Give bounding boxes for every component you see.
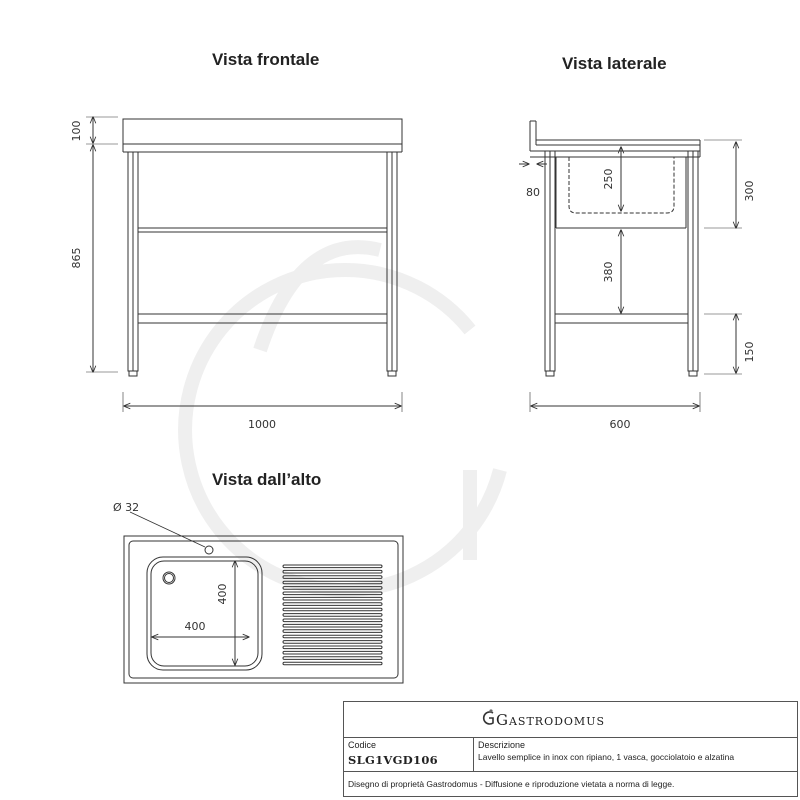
codice-label: Codice: [348, 740, 377, 750]
side-view: [519, 121, 742, 412]
dim-top-hole-diameter: Ø 32: [113, 501, 140, 514]
dim-side-basin-depth: 250: [602, 168, 615, 190]
drainboard-groove: [283, 603, 382, 606]
drainboard-groove: [283, 641, 382, 644]
dim-side-upper-height: 300: [743, 180, 756, 202]
title-block-footer: [344, 772, 797, 796]
dim-side-backsplash: 80: [526, 186, 540, 199]
descrizione-cell: [474, 738, 797, 771]
dim-front-total-height: 865: [70, 247, 83, 269]
dim-side-shelf-height: 150: [743, 341, 756, 363]
gastrodomus-logo-icon: [482, 708, 496, 728]
brand-name: Gastrodomus: [496, 711, 606, 729]
dim-front-width: 1000: [248, 418, 276, 431]
drainboard-groove: [283, 597, 382, 600]
side-view-title: Vista laterale: [562, 54, 667, 73]
top-view-title: Vista dall’alto: [212, 470, 322, 489]
title-block-info: [344, 738, 797, 772]
title-block: [343, 701, 798, 797]
descrizione-value: Lavello semplice in inox con ripiano, 1 vasca, gocciolatoio e alzatina: [478, 752, 735, 762]
drainboard-groove: [283, 657, 382, 660]
drainboard-groove: [283, 651, 382, 654]
drainboard-groove: [283, 619, 382, 622]
drainboard-groove: [283, 614, 382, 617]
footer-text: Disegno di proprietà Gastrodomus - Diffusione e riproduzione vietata a norma di legge.: [348, 779, 675, 789]
codice-value: SLG1VGD106: [348, 753, 438, 767]
title-block-header: [344, 702, 797, 738]
dim-front-top-height: 100: [70, 120, 83, 142]
drainboard-groove: [283, 624, 382, 627]
drainboard-groove: [283, 662, 382, 665]
drainboard-groove: [283, 565, 382, 568]
dim-side-width: 600: [609, 418, 631, 431]
front-view-title: Vista frontale: [212, 50, 320, 69]
watermark-logo: [185, 247, 500, 590]
drainboard-groove: [283, 630, 382, 633]
codice-cell: [344, 738, 474, 771]
dim-top-basin-width: 400: [184, 620, 206, 633]
dim-top-basin-depth: 400: [216, 583, 229, 605]
drainboard-groove: [283, 635, 382, 638]
drainboard-groove: [283, 570, 382, 573]
descrizione-label: Descrizione: [478, 740, 526, 750]
drainboard-groove: [283, 608, 382, 611]
dim-side-lower-gap: 380: [602, 261, 615, 283]
drainboard-groove: [283, 646, 382, 649]
top-view: [124, 512, 403, 683]
